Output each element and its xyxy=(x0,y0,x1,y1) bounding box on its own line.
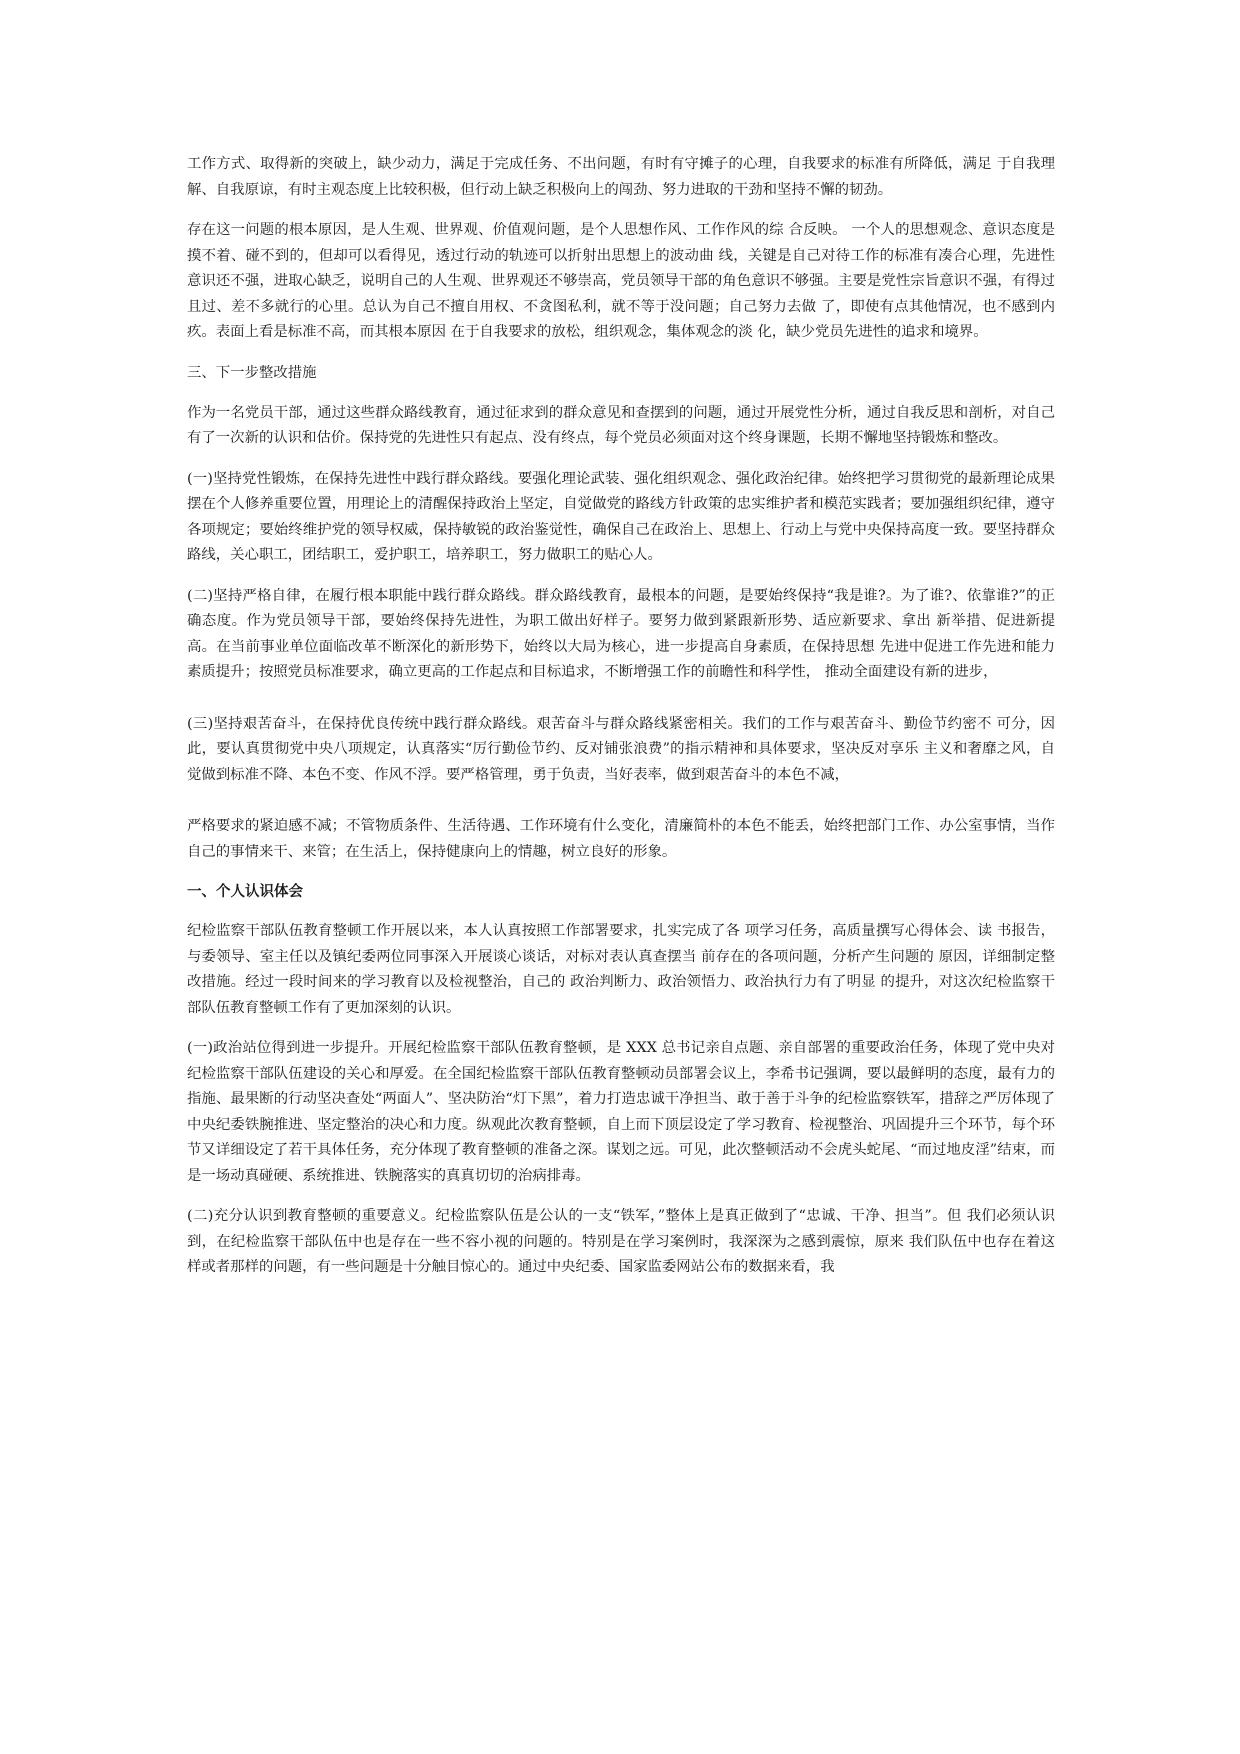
paragraph-significance: (二)充分认识到教育整顿的重要意义。纪检监察队伍是公认的一支“铁军，”整体上是真正做到了“忠诚、干净、担当”。但 我们必须认识到，在纪检监察干部队伍中也是存在一些不容小视的问题的。特别是在学习案例时，我深深为之感到震惊，原来 我们队伍中也存在着这样或者那样的问题，有一些问题是十分触目惊心的。通过中央纪委、国家监委网站公布的数据来看，我 xyxy=(187,1208,1055,1275)
paragraph-root-cause: 存在这一问题的根本原因，是人生观、世界观、价值观问题，是个人思想作风、工作作风的综 合反映。 一个人的思想观念、意识态度是摸不着、碰不到的，但却可以看得见，透过行动的轨迹可以折射出思想上的波动曲 线，关键是自己对待工作的标准有凑合心理，先进性意识还不强，进取心缺乏，说明自己的人生观、世界观还不够崇高，党员领导干部的角色意识不够强。主要是党性宗旨意识不强，有得过且过、差不多就行的心里。总认为自己不擅自用权、不贪图私利，就不等于没问题；自己努力去做 了，即使有点其他情况，也不感到内疚。表面上看是标准不高，而其根本原因 在于自我要求的放松，组织观念，集体观念的淡 化，缺少党员先进性的追求和境界。 xyxy=(187,222,1055,340)
section-heading-next-steps: 三、下一步整改措施 xyxy=(187,364,317,381)
document-page xyxy=(187,152,1055,1296)
paragraph-next-steps-intro: 作为一名党员干部，通过这些群众路线教育，通过征求到的群众意见和查摆到的问题，通过开展党性分析，通过自我反思和剖析，对自己有了一次新的认识和估价。保持党的先进性只有起点、没有终点，每个党员必须面对这个终身课题，长期不懈地坚持锻炼和整改。 xyxy=(187,404,1055,446)
paragraph-work-style: 工作方式、取得新的突破上，缺少动力，满足于完成任务、不出问题，有时有守摊子的心理，自我要求的标准有所降低，满足 于自我理解、自我原谅，有时主观态度上比较积极，但行动上缺乏积极向上的闯劲、努力进取的干劲和坚持不懈的韧劲。 xyxy=(187,156,1055,198)
paragraph-rectification-summary: 纪检监察干部队伍教育整顿工作开展以来，本人认真按照工作部署要求，扎实完成了各 项学习任务，高质量撰写心得体会、读 书报告，与委领导、室主任以及镇纪委两位同事深入开展谈心谈话，对标对表认真查摆当 前存在的各项问题，分析产生问题的 原因，详细制定整改措施。经过一段时间来的学习教育以及检视整治，自己的 政治判断力、政治领悟力、政治执行力有了明显 的提升，对这次纪检监察干部队伍教育整顿工作有了更加深刻的认识。 xyxy=(187,923,1055,1016)
paragraph-political-stance: (一)政治站位得到进一步提升。开展纪检监察干部队伍教育整顿，是 XXX 总书记亲自点题、亲自部署的重要政治任务，体现了党中央对纪检监察干部队伍建设的关心和厚爱。在全国纪检监察干部队伍教育整顿动员部署会议上，李希书记强调，要以最鲜明的态度，最有力的指施、最果断的行动坚决查处“两面人”、坚决防治“灯下黑”，着力打造忠诚干净担当、敢于善于斗争的纪检监察铁军，措辞之严厉体现了中央纪委铁腕推进、坚定整治的决心和力度。纵观此次教育整顿，自上而下顶层设定了学习教育、检视整治、巩固提升三个环节，每个环节又详细设定了若干具体任务，充分体现了教育整顿的准备之深。谋划之远。可见，此次整顿活动不会虎头蛇尾、“而过地皮淫”结束，而是一场动真碰硬、系统推进、铁腕落实的真真切切的治病排毒。 xyxy=(187,1040,1055,1184)
paragraph-measure-2: (二)坚持严格自律，在履行根本职能中践行群众路线。群众路线教育，最根本的问题，是要始终保持“我是谁?。为了谁?、依靠谁?”的正确态度。作为党员领导干部，要始终保持先进性，为职工做出好样子。要努力做到紧跟新形势、适应新要求、拿出 新举措、促进新提高。在当前事业单位面临改革不断深化的新形势下，始终以大局为核心，进一步提高自身素质，在保持思想 先进中促进工作先进和能力素质提升；按照党员标准要求，确立更高的工作起点和目标追求，不断增强工作的前瞻性和科学性， 推动全面建设有新的进步， xyxy=(187,587,1055,680)
section-heading-personal-understanding: 一、个人认识体会 xyxy=(187,884,303,900)
paragraph-strict-requirements: 严格要求的紧迫感不减；不管物质条件、生活待遇、工作环境有什么变化，清廉简朴的本色不能丢，始终把部门工作、办公室事情，当作自己的事情来干、来管；在生活上，保持健康向上的情趣，树立良好的形象。 xyxy=(187,818,1055,860)
paragraph-measure-1: (一)坚持党性锻炼，在保持先进性中践行群众路线。要强化理论武装、强化组织观念、强化政治纪律。始终把学习贯彻党的最新理论成果摆在个人修养重要位置，用理论上的清醒保持政治上坚定，自觉做党的路线方针政策的忠实维护者和模范实践者；要加强组织纪律，遵守各项规定；要始终维护党的领导权威，保持敏锐的政治鉴觉性，确保自己在政治上、思想上、行动上与党中央保持高度一致。要坚持群众路线，关心职工，团结职工，爱护职工，培养职工，努力做职工的贴心人。 xyxy=(187,470,1055,563)
paragraph-measure-3: (三)坚持艰苦奋斗，在保持优良传统中践行群众路线。艰苦奋斗与群众路线紧密相关。我们的工作与艰苦奋斗、勤俭节约密不 可分，因此，要认真贯彻党中央八项规定，认真落实“厉行勤俭节约、反对铺张浪费”的指示精神和具体要求，坚决反对享乐 主义和奢靡之风，自觉做到标准不降、本色不变、作风不浮。要严格管理，勇于负责，当好表率，做到艰苦奋斗的本色不减， xyxy=(187,715,1055,783)
